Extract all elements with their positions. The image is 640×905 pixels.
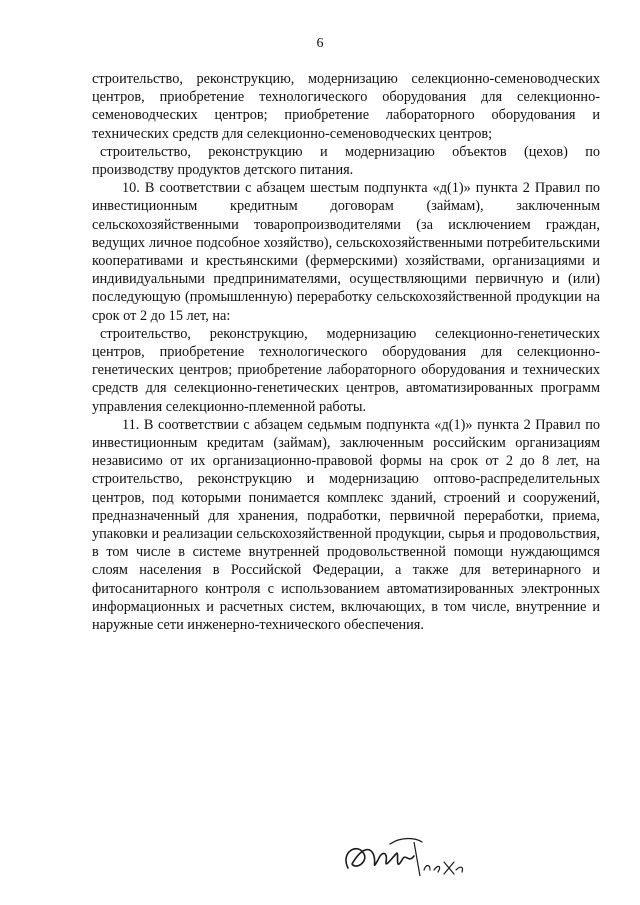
paragraph-genetic-centers: строительство, реконструкцию, модернизацию селекционно-генетических центров, приобретение технологического оборудования для селекционно-генетических центров; приобретение лабораторного оборудования и технических средств для селекционно-генетических центров, автоматизированных программ управления селекционно-племенной работы.	[92, 325, 600, 415]
handwritten-signature	[330, 830, 480, 890]
page-number: 6	[316, 36, 324, 51]
paragraph-item-10: 10. В соответствии с абзацем шестым подпункта «д(1)» пункта 2 Правил по инвестиционным кредитным договорам (займам), заключенным сельскохозяйственными товаропроизводителями (за исключением граждан, ведущих личное подсобное хозяйство), сельскохозяйственными потребительскими кооперативами и крестьянскими (фермерскими) хозяйствами, организациями и индивидуальными предпринимателями, осуществляющими первичную и (или) последующую (промышленную) переработку сельскохозяйственной продукции на срок от 2 до 15 лет, на:	[92, 180, 600, 324]
paragraph-item-11: 11. В соответствии с абзацем седьмым подпункта «д(1)» пункта 2 Правил по инвестиционным кредитам (займам), заключенным российским организациям независимо от их организационно-правовой формы на срок от 2 до 8 лет, на строительство, реконструкцию и модернизацию оптово-распределительных центров, под которыми понимается комплекс зданий, строений и сооружений, предназначенный для хранения, подработки, первичной переработки, приема, упаковки и реализации сельскохозяйственной продукции, сырья и продовольствия, в том числе в системе внутренней продовольственной помощи нуждающимся слоям населения в Российской Федерации, а также для ветеринарного и фитосанитарного контроля с использованием автоматизированных электронных информационных и расчетных систем, включающих, в том числе, внутренние и наружные сети инженерно-технического обеспечения.	[92, 416, 600, 634]
paragraph-seed-centers: строительство, реконструкцию, модернизацию селекционно-семеноводческих центров, приобретение технологического оборудования для селекционно-семеноводческих центров; приобретение лабораторного оборудования и технических средств для селекционно-семеноводческих центров;	[92, 71, 600, 142]
paragraph-baby-food: строительство, реконструкцию и модернизацию объектов (цехов) по производству продуктов детского питания.	[92, 143, 600, 179]
document-body	[92, 70, 600, 634]
